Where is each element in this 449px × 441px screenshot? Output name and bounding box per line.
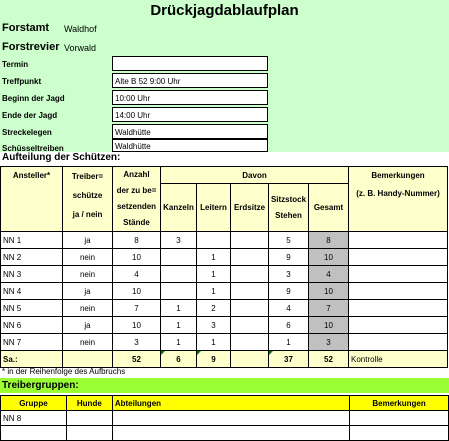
tg-cell-abteilungen[interactable] xyxy=(112,426,349,441)
schuetzen-table xyxy=(0,166,448,368)
cell-leitern[interactable] xyxy=(197,232,231,249)
cell-kanzeln[interactable]: 1 xyxy=(161,317,197,334)
streckelegen-field[interactable]: Waldhütte xyxy=(112,124,268,139)
cell-bemerkungen[interactable] xyxy=(349,300,448,317)
tg-cell-hunde[interactable] xyxy=(66,426,112,441)
tg-header-bemerkungen: Bemerkungen xyxy=(350,396,449,411)
cell-leitern[interactable]: 2 xyxy=(197,300,231,317)
schuesseltreiben-label: Schüsseltreiben xyxy=(2,144,64,153)
treibergruppen-bar xyxy=(0,378,449,393)
cell-bemerkungen[interactable] xyxy=(349,317,448,334)
cell-sitzstock[interactable]: 9 xyxy=(269,283,309,300)
cell-erdsitze[interactable] xyxy=(231,334,269,351)
table-row xyxy=(1,232,448,249)
cell-gesamt[interactable]: 8 xyxy=(309,232,349,249)
cell-treiber[interactable]: ja xyxy=(63,283,113,300)
table-row xyxy=(1,300,448,317)
treffpunkt-field[interactable]: Alte B 52 9:00 Uhr xyxy=(112,73,268,88)
cell-gesamt[interactable]: 10 xyxy=(309,249,349,266)
cell-kanzeln[interactable]: 1 xyxy=(161,334,197,351)
section-title: Aufteilung der Schützen: xyxy=(2,152,121,163)
sitzstock-header-line1: Sitzstock xyxy=(270,194,307,204)
tg-row xyxy=(1,411,449,426)
cell-erdsitze[interactable] xyxy=(231,249,269,266)
treiber-header-line1: Treiber= xyxy=(71,172,104,181)
cell-erdsitze[interactable] xyxy=(231,300,269,317)
sitzstock-header-line2: Stehen xyxy=(275,210,302,220)
cell-treiber[interactable]: nein xyxy=(63,300,113,317)
cell-gesamt[interactable]: 10 xyxy=(309,283,349,300)
cell-sitzstock[interactable]: 4 xyxy=(269,300,309,317)
cell-kanzeln[interactable]: 3 xyxy=(161,232,197,249)
beginn-field[interactable]: 10:00 Uhr xyxy=(112,90,268,105)
cell-name[interactable]: NN 1 xyxy=(1,232,63,249)
sum-sitzstock: 37 xyxy=(269,351,309,368)
tg-header-hunde: Hunde xyxy=(66,396,112,411)
cell-name[interactable]: NN 6 xyxy=(1,317,63,334)
cell-sitzstock[interactable]: 6 xyxy=(269,317,309,334)
col-header-treiber xyxy=(63,167,113,232)
header-section xyxy=(0,0,449,152)
treibergruppen-table xyxy=(0,395,449,441)
col-header-sitzstock xyxy=(269,184,309,232)
cell-gesamt[interactable]: 4 xyxy=(309,266,349,283)
footnote: * in der Reihenfolge des Aufbruchs xyxy=(2,367,126,376)
cell-erdsitze[interactable] xyxy=(231,283,269,300)
cell-gesamt[interactable]: 3 xyxy=(309,334,349,351)
table-row xyxy=(1,283,448,300)
col-header-erdsitze: Erdsitze xyxy=(231,184,269,232)
table-row xyxy=(1,266,448,283)
cell-leitern[interactable]: 1 xyxy=(197,334,231,351)
anzahl-header-line1: Anzahl xyxy=(123,170,150,179)
sum-treiber xyxy=(63,351,113,368)
col-header-gesamt: Gesamt xyxy=(309,184,349,232)
cell-bemerkungen[interactable] xyxy=(349,283,448,300)
treffpunkt-label: Treffpunkt xyxy=(2,77,42,86)
tg-row xyxy=(1,426,449,441)
anzahl-header-line3: setzenden xyxy=(116,202,157,211)
cell-kanzeln[interactable] xyxy=(161,249,197,266)
tg-cell-gruppe[interactable] xyxy=(1,426,67,441)
col-header-leitern: Leitern xyxy=(197,184,231,232)
cell-anzahl[interactable]: 10 xyxy=(113,249,161,266)
streckelegen-label: Streckelegen xyxy=(2,128,52,137)
anzahl-header-line4: Stände xyxy=(123,218,150,227)
cell-sitzstock[interactable]: 5 xyxy=(269,232,309,249)
cell-kanzeln[interactable]: 1 xyxy=(161,300,197,317)
cell-bemerkungen[interactable] xyxy=(349,249,448,266)
forstrevier-value: Vorwald xyxy=(64,43,97,53)
tg-header-abteilungen: Abteilungen xyxy=(112,396,349,411)
sum-gesamt: 52 xyxy=(309,351,349,368)
sum-kanzeln: 6 xyxy=(161,351,197,368)
forstamt-value: Waldhof xyxy=(64,24,97,34)
cell-name[interactable]: NN 7 xyxy=(1,334,63,351)
cell-bemerkungen[interactable] xyxy=(349,266,448,283)
cell-gesamt[interactable]: 7 xyxy=(309,300,349,317)
schuesseltreiben-field[interactable]: Waldhütte xyxy=(112,139,268,152)
cell-name[interactable]: NN 4 xyxy=(1,283,63,300)
anzahl-header-line2: der zu be= xyxy=(116,186,157,195)
page-title: Drückjagdablaufplan xyxy=(150,2,299,19)
col-header-davon: Davon xyxy=(161,167,349,184)
sum-leitern: 9 xyxy=(197,351,231,368)
termin-field[interactable] xyxy=(112,56,268,71)
sum-anzahl: 52 xyxy=(113,351,161,368)
sum-kontrolle: Kontrolle xyxy=(349,351,448,368)
cell-anzahl[interactable]: 8 xyxy=(113,232,161,249)
cell-name[interactable]: NN 3 xyxy=(1,266,63,283)
cell-leitern[interactable]: 3 xyxy=(197,317,231,334)
cell-name[interactable]: NN 2 xyxy=(1,249,63,266)
cell-anzahl[interactable]: 4 xyxy=(113,266,161,283)
table-row xyxy=(1,249,448,266)
cell-sitzstock[interactable]: 9 xyxy=(269,249,309,266)
tg-cell-bemerkungen[interactable] xyxy=(350,426,449,441)
bemerkungen-header-line1: Bemerkungen xyxy=(371,171,425,180)
cell-erdsitze[interactable] xyxy=(231,266,269,283)
cell-erdsitze[interactable] xyxy=(231,232,269,249)
bemerkungen-header-line2: (z. B. Handy-Nummer) xyxy=(356,189,440,198)
cell-anzahl[interactable]: 10 xyxy=(113,283,161,300)
tg-cell-bemerkungen[interactable] xyxy=(350,411,449,426)
tg-header-gruppe: Gruppe xyxy=(1,396,67,411)
cell-treiber[interactable]: ja xyxy=(63,317,113,334)
cell-anzahl[interactable]: 10 xyxy=(113,317,161,334)
cell-anzahl[interactable]: 3 xyxy=(113,334,161,351)
cell-treiber[interactable]: nein xyxy=(63,266,113,283)
cell-treiber[interactable]: ja xyxy=(63,232,113,249)
cell-anzahl[interactable]: 7 xyxy=(113,300,161,317)
col-header-ansteller: Ansteller* xyxy=(1,167,63,232)
cell-gesamt[interactable]: 10 xyxy=(309,317,349,334)
treiber-header-line2: schütze xyxy=(72,191,103,200)
termin-label: Termin xyxy=(2,60,29,69)
cell-bemerkungen[interactable] xyxy=(349,334,448,351)
cell-treiber[interactable]: nein xyxy=(63,334,113,351)
cell-leitern[interactable]: 1 xyxy=(197,249,231,266)
col-header-bemerkungen xyxy=(349,167,448,232)
cell-sitzstock[interactable]: 3 xyxy=(269,266,309,283)
table-body xyxy=(1,232,448,351)
cell-kanzeln[interactable] xyxy=(161,266,197,283)
cell-name[interactable]: NN 5 xyxy=(1,300,63,317)
forstamt-label: Forstamt xyxy=(2,22,50,34)
tg-cell-abteilungen[interactable] xyxy=(112,411,349,426)
ende-label: Ende der Jagd xyxy=(2,111,58,120)
col-header-anzahl xyxy=(113,167,161,232)
treibergruppen-title: Treibergruppen: xyxy=(2,380,79,391)
forstrevier-label: Forstrevier xyxy=(2,41,60,53)
treibergruppen-header-row xyxy=(1,396,449,411)
cell-leitern[interactable]: 1 xyxy=(197,283,231,300)
sum-erdsitze xyxy=(231,351,269,368)
sum-row xyxy=(1,351,448,368)
beginn-label: Beginn der Jagd xyxy=(2,94,65,103)
col-header-kanzeln: Kanzeln xyxy=(161,184,197,232)
sum-label: Sa.: xyxy=(1,351,63,368)
cell-treiber[interactable]: nein xyxy=(63,249,113,266)
tg-cell-hunde[interactable] xyxy=(66,411,112,426)
table-row xyxy=(1,317,448,334)
cell-erdsitze[interactable] xyxy=(231,317,269,334)
treiber-header-line3: ja / nein xyxy=(72,210,103,219)
ende-field[interactable]: 14:00 Uhr xyxy=(112,107,268,122)
cell-kanzeln[interactable] xyxy=(161,283,197,300)
cell-sitzstock[interactable]: 1 xyxy=(269,334,309,351)
tg-cell-gruppe[interactable]: NN 8 xyxy=(1,411,67,426)
cell-leitern[interactable]: 1 xyxy=(197,266,231,283)
cell-bemerkungen[interactable] xyxy=(349,232,448,249)
table-row xyxy=(1,334,448,351)
